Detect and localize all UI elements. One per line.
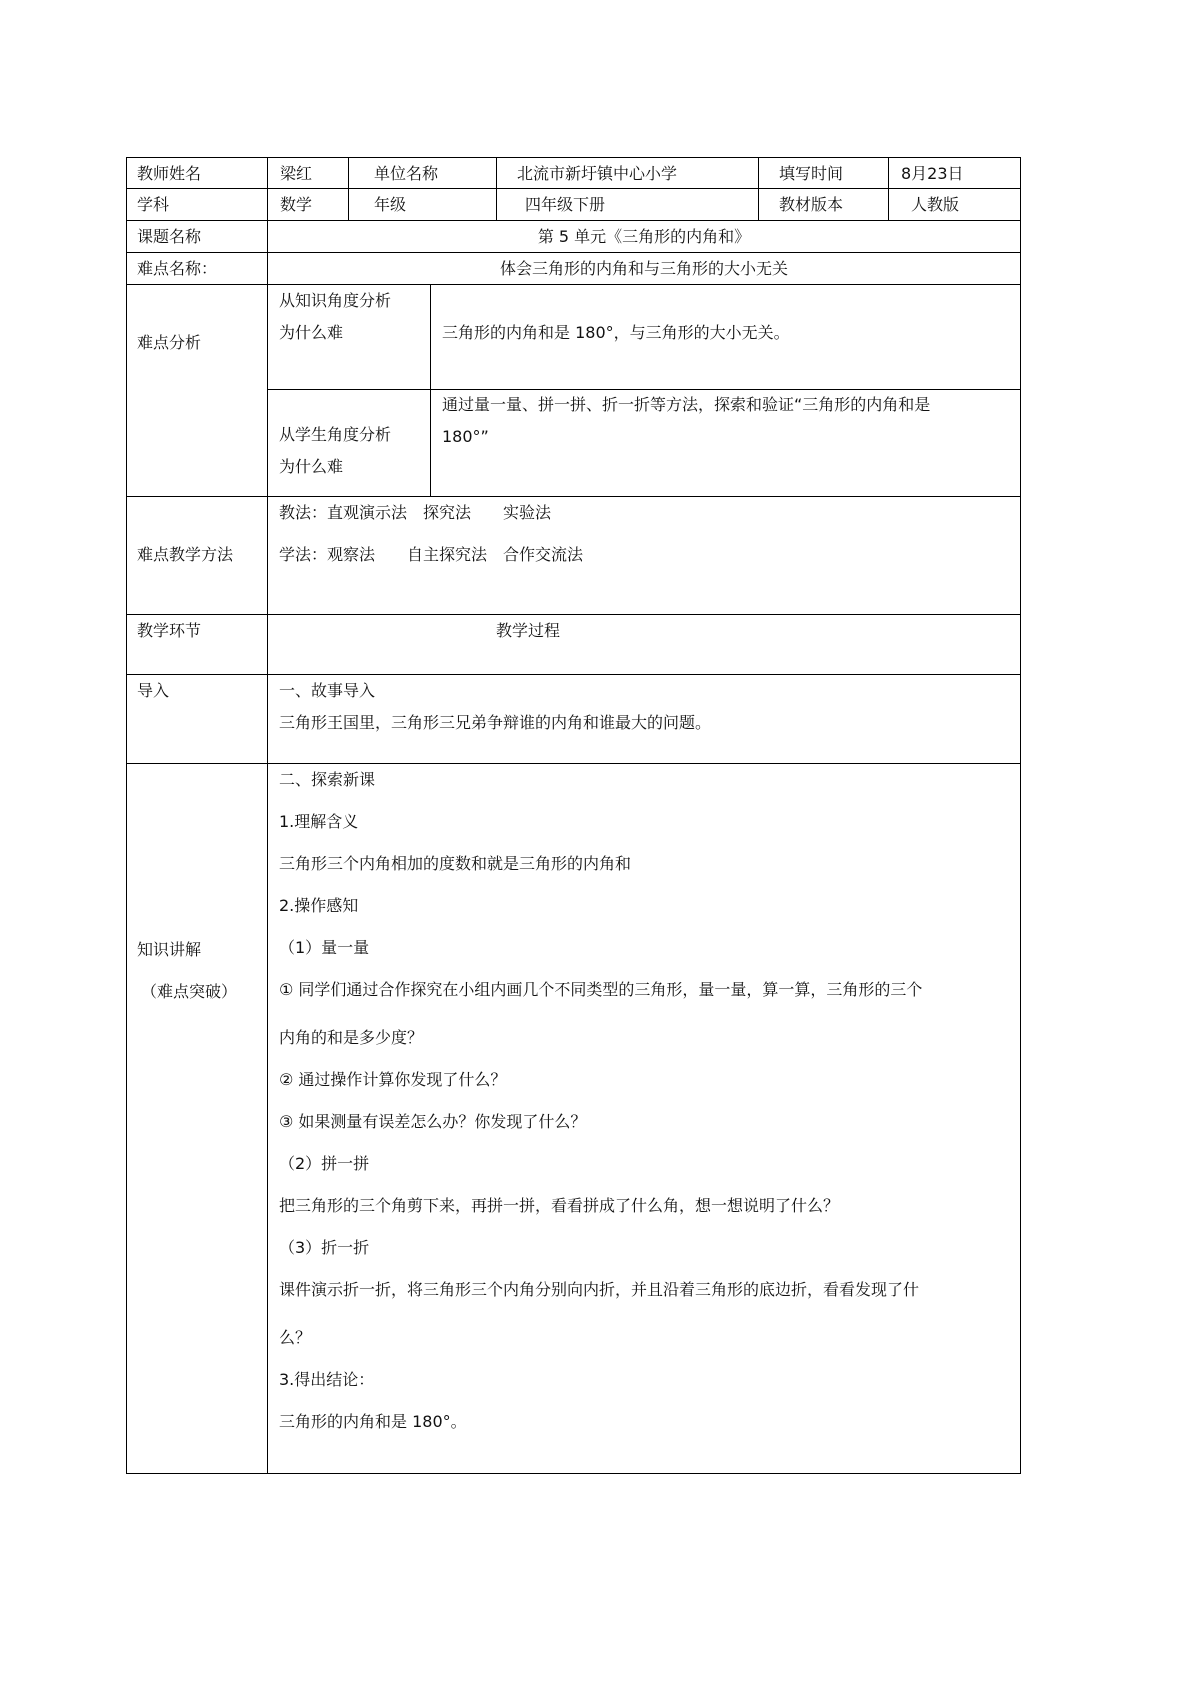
grade-label: 年级 — [374, 195, 407, 214]
unit-label: 单位名称 — [374, 164, 439, 183]
lesson-plan-table — [126, 157, 1021, 1474]
explain-line: ③ 如果测量有误差怎么办？你发现了什么？ — [279, 1112, 587, 1131]
methods-label: 难点教学方法 — [137, 545, 234, 564]
learn-methods: 学法：观察法 自主探究法 合作交流法 — [279, 545, 584, 564]
date-label: 填写时间 — [779, 164, 844, 183]
explain-line: ② 通过操作计算你发现了什么？ — [279, 1070, 507, 1089]
student-value-1: 通过量一量、拼一拼、折一折等方法，探索和验证“三角形的内角和是 — [442, 395, 931, 414]
difficulty-label: 难点名称： — [137, 259, 218, 278]
process-value: 教学过程 — [496, 621, 561, 640]
explain-line: 3.得出结论： — [279, 1370, 375, 1389]
teacher-value: 梁红 — [280, 164, 313, 183]
knowledge-label-2: 为什么难 — [279, 323, 344, 342]
analysis-label: 难点分析 — [137, 333, 202, 352]
row-subject — [126, 189, 1021, 221]
row-difficulty — [126, 253, 1021, 285]
explain-line: 么？ — [279, 1328, 312, 1347]
explain-line: 三角形三个内角相加的度数和就是三角形的内角和 — [279, 854, 632, 873]
row-intro — [126, 675, 1021, 764]
teacher-label: 教师姓名 — [137, 164, 202, 183]
topic-value: 第 5 单元《三角形的内角和》 — [537, 227, 751, 246]
explain-line: 把三角形的三个角剪下来，再拼一拼，看看拼成了什么角，想一想说明了什么？ — [279, 1196, 840, 1215]
student-label-2: 为什么难 — [279, 457, 344, 476]
row-methods — [126, 497, 1021, 615]
explain-line: （1）量一量 — [279, 938, 370, 957]
student-value-2: 180°” — [442, 427, 489, 446]
edition-value: 人教版 — [911, 195, 960, 214]
edition-label: 教材版本 — [779, 195, 844, 214]
explain-line: 1.理解含义 — [279, 812, 359, 831]
row-teacher — [126, 157, 1021, 189]
unit-value: 北流市新圩镇中心小学 — [517, 164, 678, 183]
topic-label: 课题名称 — [137, 227, 202, 246]
intro-label: 导入 — [137, 681, 170, 700]
intro-line-1: 一、故事导入 — [279, 681, 376, 700]
explain-line: 课件演示折一折，将三角形三个内角分别向内折，并且沿着三角形的底边折，看看发现了什 — [279, 1280, 920, 1299]
row-explain — [126, 764, 1021, 1474]
knowledge-value: 三角形的内角和是 180°，与三角形的大小无关。 — [442, 323, 790, 342]
explain-line: （3）折一折 — [279, 1238, 370, 1257]
explain-line: ① 同学们通过合作探究在小组内画几个不同类型的三角形，量一量，算一算，三角形的三个 — [279, 980, 923, 999]
subject-label: 学科 — [137, 195, 170, 214]
grade-value: 四年级下册 — [525, 195, 606, 214]
explain-content — [267, 764, 1020, 1473]
difficulty-value: 体会三角形的内角和与三角形的大小无关 — [499, 259, 788, 278]
explain-line: （2）拼一拼 — [279, 1154, 370, 1173]
explain-line: 内角的和是多少度？ — [279, 1028, 424, 1047]
explain-label-1: 知识讲解 — [137, 940, 202, 959]
row-process — [126, 615, 1021, 675]
explain-line: 三角形的内角和是 180°。 — [279, 1412, 467, 1431]
date-value: 8月23日 — [901, 164, 964, 183]
teach-methods: 教法：直观演示法 探究法 实验法 — [279, 503, 552, 522]
process-label: 教学环节 — [137, 621, 202, 640]
intro-line-2: 三角形王国里，三角形三兄弟争辩谁的内角和谁最大的问题。 — [279, 713, 712, 732]
explain-line: 2.操作感知 — [279, 896, 359, 915]
subject-value: 数学 — [280, 195, 313, 214]
explain-label-2: （难点突破） — [141, 982, 238, 1001]
knowledge-label-1: 从知识角度分析 — [279, 291, 392, 310]
student-label-1: 从学生角度分析 — [279, 425, 392, 444]
explain-line: 二、探索新课 — [279, 770, 376, 789]
row-analysis — [126, 285, 1021, 497]
row-topic — [126, 221, 1021, 253]
